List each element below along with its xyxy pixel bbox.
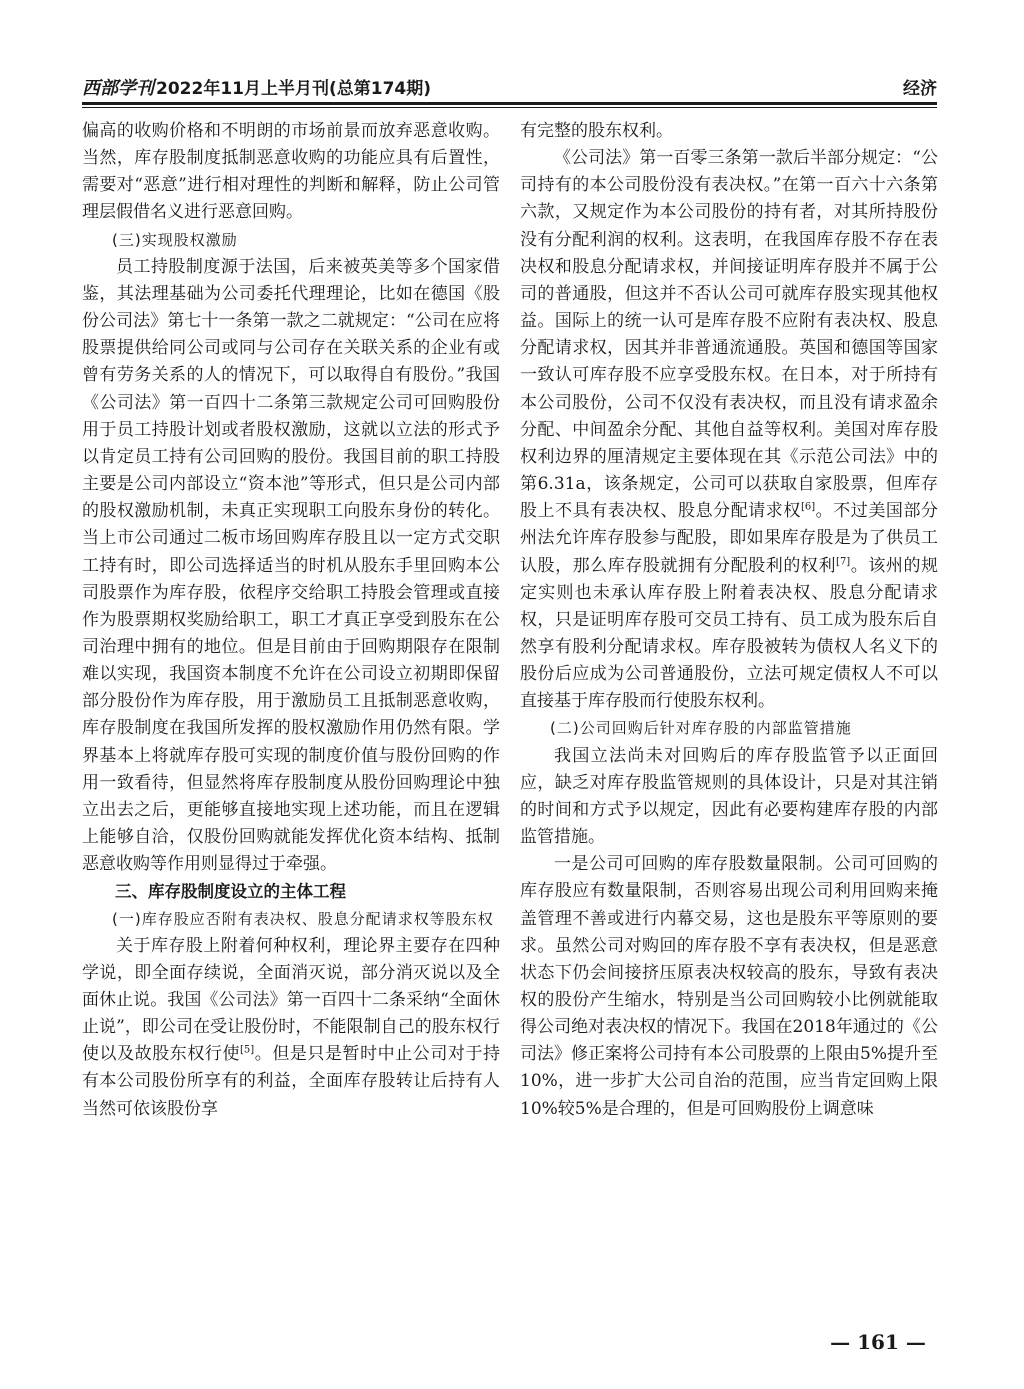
subsection-heading: (二)公司回购后针对库存股的内部监管措施 <box>550 719 852 738</box>
paragraph-text: 。该州的规定实则也未承认库存股上附着表决权、股息分配请求权，只是证明库存股可交员工持有、员工成为股东后自然享有股利分配请求权。库存股被转为债权人名义下的股份后应成为公司普通股份，立法可规定债权人不可以直接基于库存股而行使股东权利。 <box>520 555 939 712</box>
paragraph-text: 《公司法》第一百零三条第一款后半部分规定：“公司持有的本公司股份没有表决权。”在第一百六十六条第六款，又规定作为本公司股份的持有者，对其所持股份没有分配利润的权利。这表明，在我国库存股不存在表决权和股息分配请求权，并间接证明库存股并不属于公司的普通股，但这并不否认公司可就库存股实现其他权益。国际上的统一认可是库存股不应附有表决权、股息分配请求权，因其并非普通流通股。英国和德国等国家一致认可库存股不应享受股东权。在日本，对于所持有本公司股份，公司不仅没有表决权，而且没有请求盈余分配、中间盈余分配、其他自益等权利。美国对库存股权利边界的厘清规定主要体现在其《示范公司法》中的第6.31a，该条规定，公司可以获取自家股票，但库存股上不具有表决权、股息分配请求权 <box>520 148 938 522</box>
header-rule-thin <box>82 107 937 108</box>
paragraph: 我国立法尚未对回购后的库存股监管予以正面回应，缺乏对库存股监管规则的具体设计，只是对其注销的时间和方式予以规定，因此有必要构建库存股的内部监管措施。 <box>520 745 938 848</box>
paragraph-text: 。不过美国部分州法允许库存股参与配股，即如果库存股是为了供员工认股，那么库存股就拥有分配股利的权利 <box>520 501 939 576</box>
journal-issue <box>82 74 431 100</box>
section-label: 经济 <box>903 79 937 99</box>
paragraph-text: 关于库存股上附着何种权利，理论界主要存在四种学说，即全面存续说，全面消灭说，部分消灭说以及全面休止说。我国《公司法》第一百四十二条采纳“全面休止说”，即公司在受让股份时，不能限制自己的股东权行使以及故股东权行使 <box>82 935 500 1065</box>
paragraph: 偏高的收购价格和不明朗的市场前景而放弃恶意收购。当然，库存股制度抵制恶意收购的功能应具有后置性，需要对“恶意”进行相对理性的判断和解释，防止公司管理层假借名义进行恶意回购。 <box>82 121 500 223</box>
paragraph <box>520 145 938 715</box>
paragraph: 员工持股制度源于法国，后来被英美等多个国家借鉴，其法理基础为公司委托代理理论，比如在德国《股份公司法》第七十一条第一款之二就规定：“公司在应将股票提供给同公司或同与公司存在关联关系的企业有或曾有劳务关系的人的情况下，可以取得自有股份。”我国《公司法》第一百四十二条第三款规定公司可回购股份用于员工持股计划或者股权激励，这就以立法的形式予以肯定员工持有公司回购的股份。我国目前的职工持股主要是公司内部设立“资本池”等形式，但只是公司内部的股权激励机制，未真正实现职工向股东身份的转化。当上市公司通过二板市场回购库存股且以一定方式交职工持有时，即公司选择适当的时机从股东手里回购本公司股票作为库存股，依程序交给职工持股会管理或直接作为股票期权奖励给职工，职工才真正享受到股东在公司治理中拥有的地位。但是目前由于回购期限存在限制难以实现，我国资本制度不允许在公司设立初期即保留部分股份作为库存股，用于激励员工且抵制恶意收购，库存股制度在我国所发挥的股权激励作用仍然有限。学界基本上将就库存股可实现的制度价值与股份回购的作用一致看待，但显然将库存股制度从股份回购理论中独立出去之后，更能够直接地实现上述功能，而且在逻辑上能够自洽，仅股份回购就能发挥优化资本结构、抵制恶意收购等作用则显得过于牵强。 <box>82 256 500 875</box>
page-number: — 161 — <box>830 1330 926 1354</box>
section-heading: 三、库存股制度设立的主体工程 <box>115 882 346 902</box>
paragraph: 一是公司可回购的库存股数量限制。公司可回购的库存股应有数量限制，否则容易出现公司利用回购来掩盖管理不善或进行内幕交易，这也是股东平等原则的要求。虽然公司对购回的库存股不享有表决权，但是恶意状态下仍会间接挤压原表决权较高的股东，导致有表决权的股份产生缩水，特别是当公司回购较小比例就能取得公司绝对表决权的情况下。我国在2018年通过的《公司法》修正案将公司持有本公司股票的上限由5%提升至10%，进一步扩大公司自治的范围，应当肯定回购上限10%较5%是合理的，但是可回购股份上调意味 <box>520 854 938 1119</box>
left-column <box>82 118 500 1123</box>
paragraph: 有完整的股东权利。 <box>520 121 673 141</box>
paragraph-text: 。但是只是暂时中止公司对于持有本公司股份所享有的利益，全面库存股转让后持有人当然可依该股份享 <box>82 1044 501 1119</box>
issue-label: 2022年11月上半月刊(总第174期) <box>156 79 431 99</box>
right-column <box>520 118 938 1123</box>
header-rule-thick <box>82 102 937 105</box>
subsection-heading: (一)库存股应否附有表决权、股息分配请求权等股东权 <box>112 909 494 928</box>
paragraph <box>82 933 500 1123</box>
citation: [7] <box>836 555 851 567</box>
citation: [6] <box>800 501 816 513</box>
journal-logo: 西部学刊 <box>82 78 154 99</box>
subsection-heading: (三)实现股权激励 <box>112 230 238 249</box>
running-header <box>82 74 937 100</box>
citation: [5] <box>240 1044 255 1056</box>
